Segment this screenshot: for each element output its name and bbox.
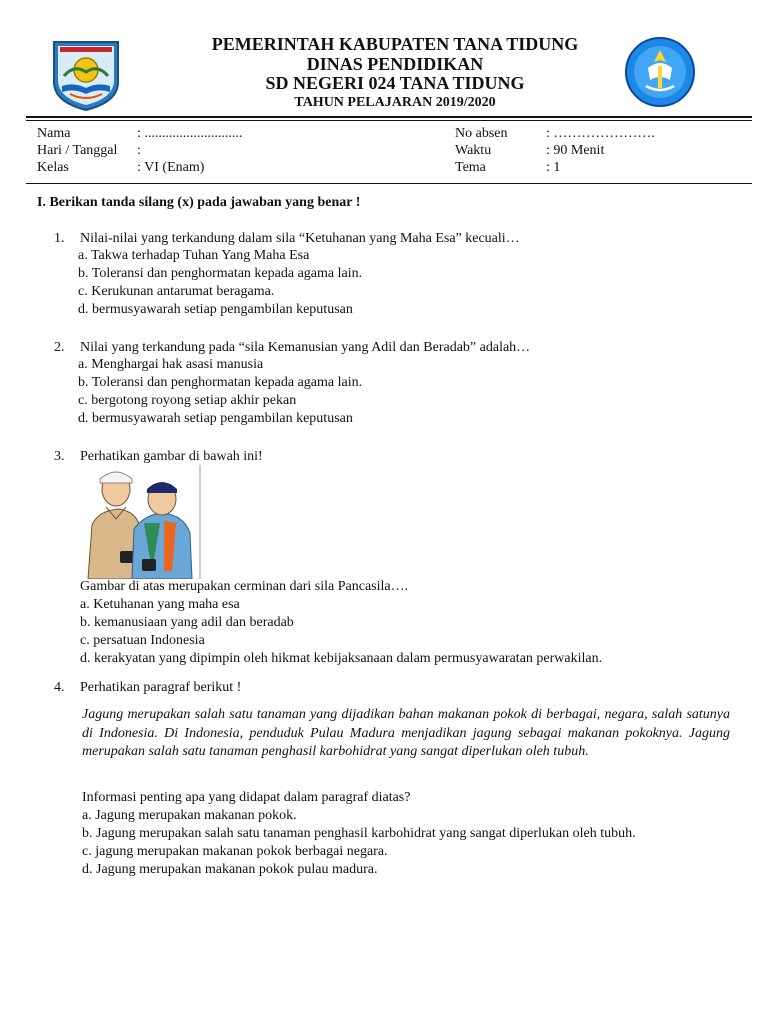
question-text: Nilai-nilai yang terkandung dalam sila “Ketuhanan yang Maha Esa” kecuali… [80,231,520,246]
tema-label: Tema [455,160,486,175]
question-text: Perhatikan paragraf berikut ! [80,680,242,695]
answer-option[interactable]: b. kemanusiaan yang adil dan beradab [80,615,294,630]
answer-option[interactable]: c. bergotong royong setiap akhir pekan [78,393,297,408]
section-title: I. Berikan tanda silang (x) pada jawaban yang benar ! [37,195,361,210]
question-text: Nilai yang terkandung pada “sila Kemanusian yang Adil dan Beradab” adalah… [80,340,531,355]
regency-emblem-icon [50,36,122,112]
answer-option[interactable]: c. persatuan Indonesia [80,633,205,648]
absen-field: : …………………. [546,126,655,141]
question-text: Perhatikan gambar di bawah ini! [80,449,263,464]
answer-option[interactable]: a. Ketuhanan yang maha esa [80,597,240,612]
question-number: 2. [54,340,65,355]
absen-label: No absen [455,126,508,141]
waktu-field: : 90 Menit [546,143,605,158]
answer-option[interactable]: d. bermusyawarah setiap pengambilan keputusan [78,411,353,426]
answer-option[interactable]: a. Jagung merupakan makanan pokok. [82,808,297,823]
answer-option[interactable]: b. Jagung merupakan salah satu tanaman penghasil karbohidrat yang sangat diperlukan oleh tubuh. [82,826,636,841]
question-number: 3. [54,449,65,464]
tema-field: : 1 [546,160,561,175]
answer-option[interactable]: d. Jagung merupakan makanan pokok pulau madura. [82,862,378,877]
info-divider [26,183,752,184]
academic-year: TAHUN PELAJARAN 2019/2020 [294,95,496,110]
question-caption: Gambar di atas merupakan cerminan dari sila Pancasila…. [80,579,409,594]
question-number: 4. [54,680,65,695]
header-divider [26,116,752,118]
nama-field: : ............................ [137,126,243,141]
kelas-label: Kelas [37,160,69,175]
answer-option[interactable]: b. Toleransi dan penghormatan kepada agama lain. [78,266,363,281]
school-name: SD NEGERI 024 TANA TIDUNG [265,73,525,93]
question-number: 1. [54,231,65,246]
government-title: PEMERINTAH KABUPATEN TANA TIDUNG [211,34,579,54]
question-prompt: Informasi penting apa yang didapat dalam paragraf diatas? [82,790,411,805]
hari-tanggal-label: Hari / Tanggal [37,143,118,158]
two-men-illustration-icon [80,463,202,579]
hari-tanggal-field: : [137,143,141,158]
kelas-field: : VI (Enam) [137,160,205,175]
answer-option[interactable]: a. Takwa terhadap Tuhan Yang Maha Esa [78,248,310,263]
tut-wuri-handayani-logo-icon [622,36,698,108]
answer-option[interactable]: d. kerakyatan yang dipimpin oleh hikmat kebijaksanaan dalam permusyawaratan perwakilan. [80,651,603,666]
document-header [0,0,768,120]
reading-paragraph: Jagung merupakan salah satu tanaman yang dijadikan bahan makanan pokok di berbagai, negara, salah satunya di Indonesia. Di Indonesia, penduduk Pulau Madura menjadikan jagung sebagai makanan pokoknya. Jagung merupakan salah satu tanaman penghasil karbohidrat yang sangat diperlukan oleh tubuh. [82,707,730,759]
nama-label: Nama [37,126,71,141]
waktu-label: Waktu [455,143,492,158]
answer-option[interactable]: d. bermusyawarah setiap pengambilan keputusan [78,302,353,317]
header-divider-thin [26,120,752,121]
answer-option[interactable]: c. jagung merupakan makanan pokok berbagai negara. [82,844,388,859]
answer-option[interactable]: b. Toleransi dan penghormatan kepada agama lain. [78,375,363,390]
answer-option[interactable]: c. Kerukunan antarumat beragama. [78,284,275,299]
answer-option[interactable]: a. Menghargai hak asasi manusia [78,357,264,372]
department-title: DINAS PENDIDIKAN [306,54,484,74]
